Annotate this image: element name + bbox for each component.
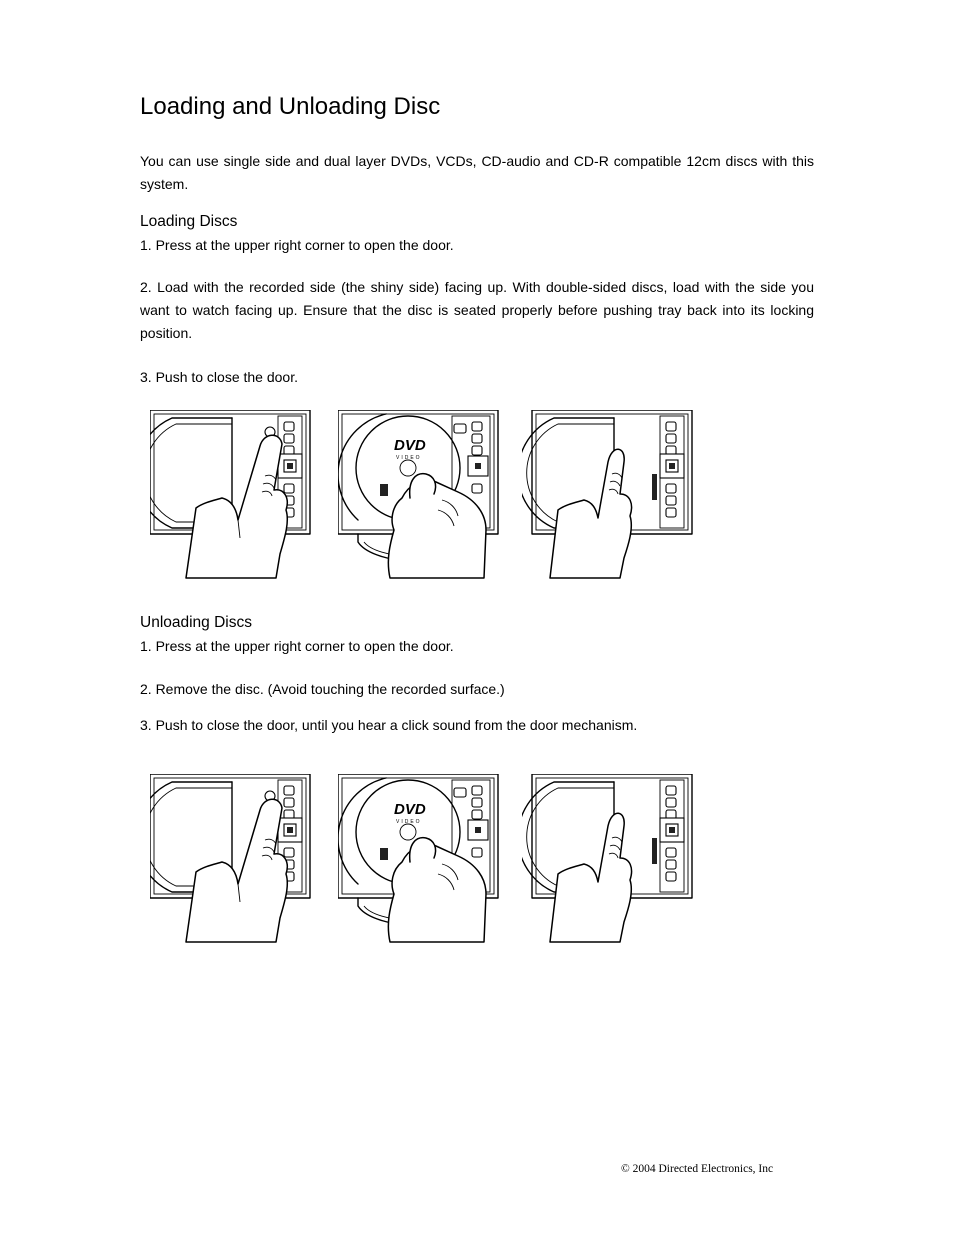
insert-disc-illustration (338, 410, 502, 590)
dvd-logo (394, 801, 426, 825)
copyright-footer: © 2004 Directed Electronics, Inc (621, 1163, 774, 1175)
svg-text:VIDEO: VIDEO (396, 819, 422, 825)
loading-heading: Loading Discs (140, 213, 238, 230)
unloading-step-2: 2. Remove the disc. (Avoid touching the recorded surface.) (140, 681, 505, 697)
open-door-illustration-unload (150, 774, 314, 944)
close-door-illustration-unload (522, 774, 694, 944)
svg-text:DVD: DVD (394, 437, 426, 454)
loading-step-2: 2. Load with the recorded side (the shiny side) facing up. With double-sided discs, load with the side you want to watch facing up. Ensure that the disc is seated properly before pushing tray back into its locking position. (140, 279, 814, 341)
page-title: Loading and Unloading Disc (140, 93, 441, 120)
unloading-step-1: 1. Press at the upper right corner to open the door. (140, 638, 454, 654)
loading-step-1: 1. Press at the upper right corner to open the door. (140, 237, 454, 253)
svg-text:DVD: DVD (394, 801, 426, 818)
unloading-step-3: 3. Push to close the door, until you hear a click sound from the door mechanism. (140, 717, 638, 733)
dvd-logo (394, 437, 426, 461)
intro-paragraph: You can use single side and dual layer DVDs, VCDs, CD-audio and CD-R compatible 12cm discs with this system. (140, 153, 814, 192)
close-door-illustration (522, 410, 694, 580)
loading-step-3: 3. Push to close the door. (140, 369, 298, 385)
svg-text:VIDEO: VIDEO (396, 455, 422, 461)
open-door-illustration (150, 410, 314, 580)
remove-disc-illustration (338, 774, 502, 954)
unloading-heading: Unloading Discs (140, 614, 252, 631)
